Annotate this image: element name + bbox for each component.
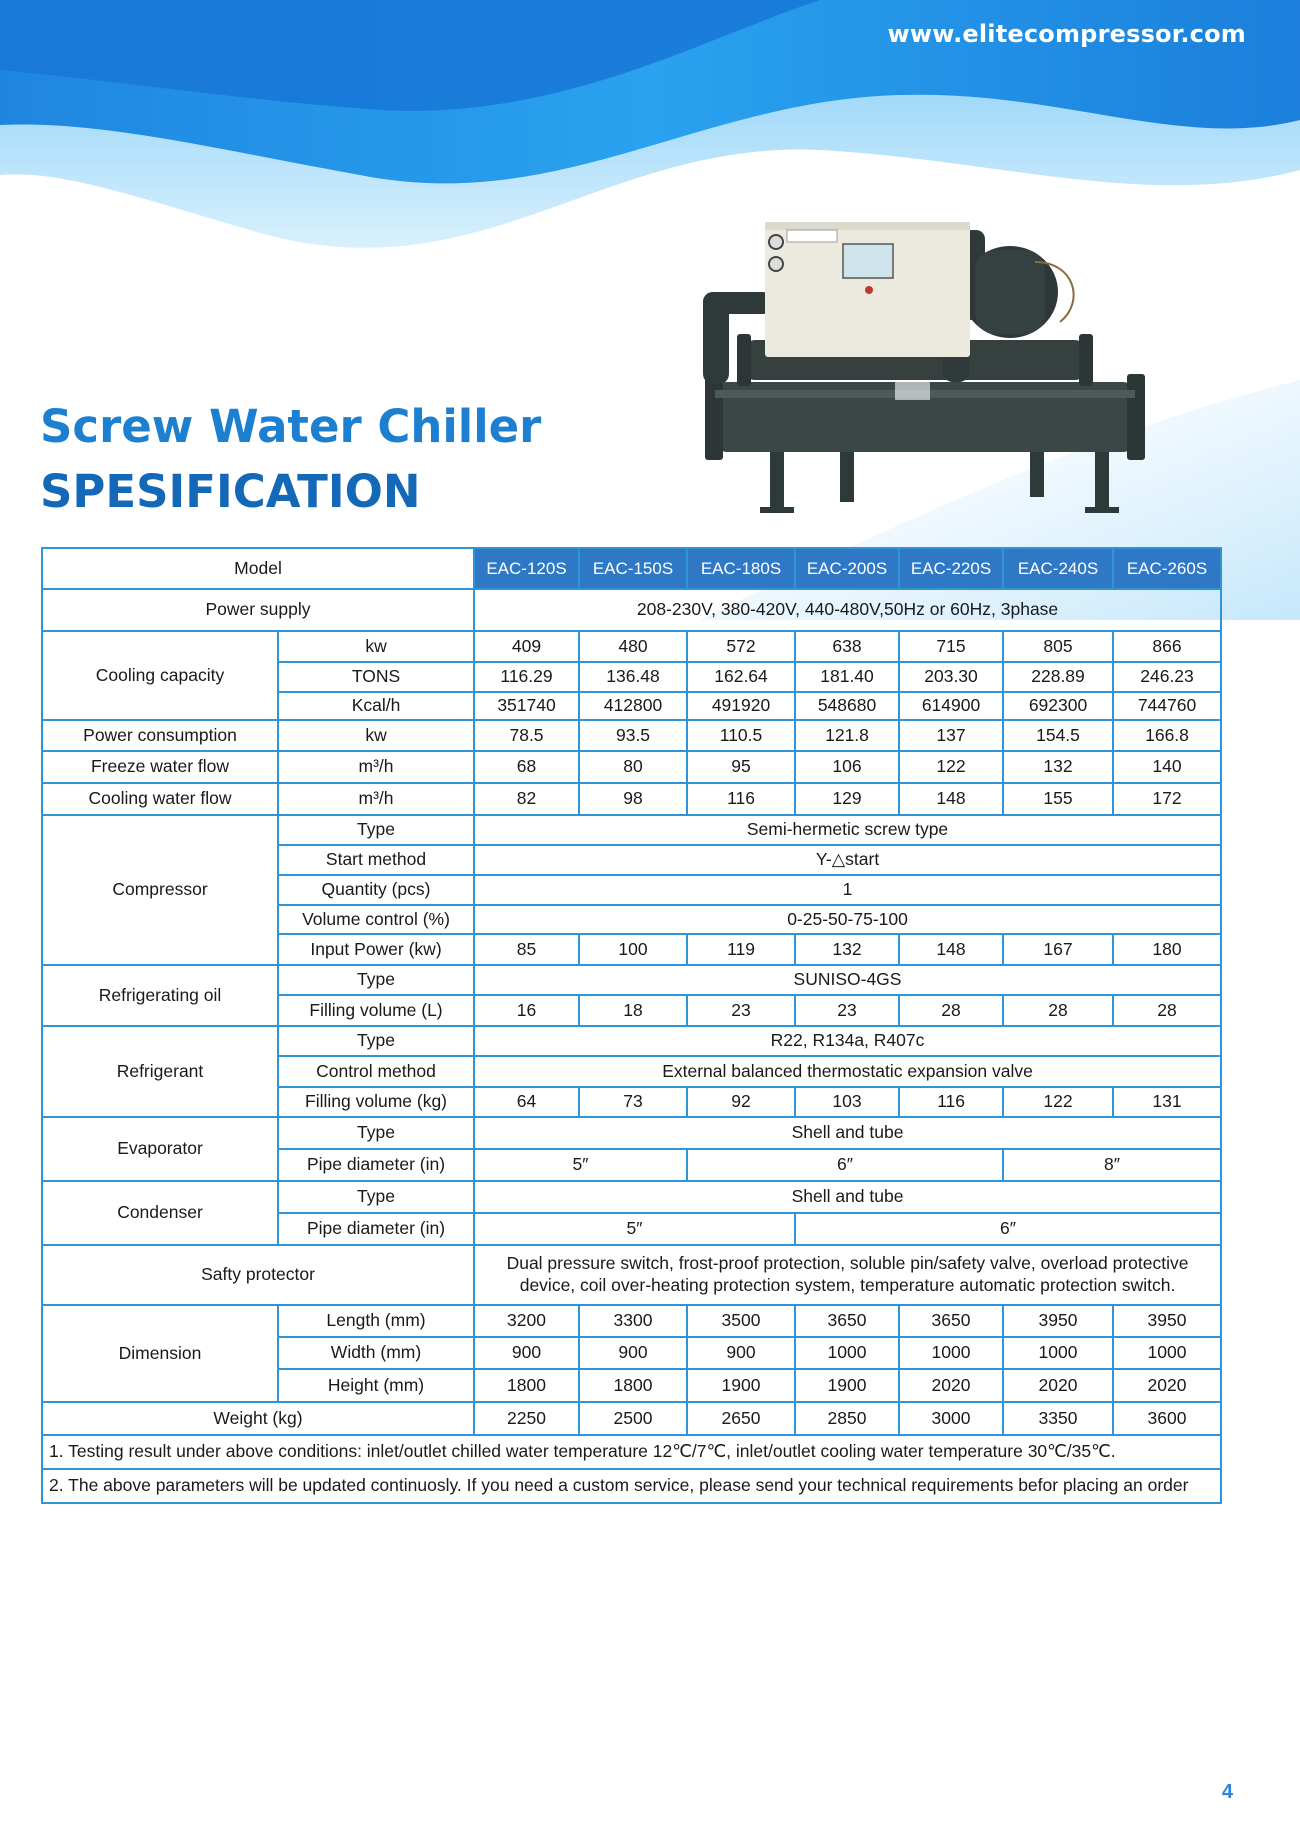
cell-value: 18 <box>579 995 687 1026</box>
cell-value: 548680 <box>795 692 899 720</box>
cell-value: 121.8 <box>795 720 899 751</box>
sub-label: Width (mm) <box>278 1337 474 1369</box>
page-title: Screw Water Chiller <box>40 400 542 453</box>
footnote: 2. The above parameters will be updated continuosly. If you need a custom service, please send your technical requirements befor placing an order <box>42 1469 1221 1503</box>
table-row <box>42 1305 1221 1337</box>
group-label: Evaporator <box>42 1117 278 1181</box>
cell-value: 1800 <box>474 1369 579 1402</box>
sub-label: Length (mm) <box>278 1305 474 1337</box>
unit-label: Kcal/h <box>278 692 474 720</box>
cell-value: 122 <box>1003 1087 1113 1117</box>
row-label: Cooling water flow <box>42 783 278 815</box>
cell-value: 103 <box>795 1087 899 1117</box>
group-label: Compressor <box>42 815 278 965</box>
cell-value: 900 <box>579 1337 687 1369</box>
sub-label: Start method <box>278 845 474 875</box>
model-name: EAC-220S <box>899 548 1003 589</box>
cell-value: 203.30 <box>899 662 1003 692</box>
cell-value: 744760 <box>1113 692 1221 720</box>
cell-value: 1800 <box>579 1369 687 1402</box>
sub-label: Filling volume (kg) <box>278 1087 474 1117</box>
table-row <box>42 589 1221 631</box>
cell-value: 491920 <box>687 692 795 720</box>
safety-line: Dual pressure switch, frost-proof protection, soluble pin/safety valve, overload protective <box>506 1253 1189 1274</box>
group-label: Refrigerant <box>42 1026 278 1117</box>
cell-value: 132 <box>1003 751 1113 783</box>
cell-value: 692300 <box>1003 692 1113 720</box>
cell-value: 95 <box>687 751 795 783</box>
cell-value: 228.89 <box>1003 662 1113 692</box>
cell-value: 122 <box>899 751 1003 783</box>
sub-label: Type <box>278 1181 474 1213</box>
group-label: Condenser <box>42 1181 278 1245</box>
footnote: 1. Testing result under above conditions: inlet/outlet chilled water temperature 12℃/7℃, inlet/outlet cooling water temperature 30℃/35℃. <box>42 1435 1221 1469</box>
sub-label: Quantity (pcs) <box>278 875 474 905</box>
cell-value: External balanced thermostatic expansion valve <box>474 1056 1221 1087</box>
cell-value: 23 <box>687 995 795 1026</box>
cell-value: 805 <box>1003 631 1113 662</box>
cell-value: 638 <box>795 631 899 662</box>
cell-value: 98 <box>579 783 687 815</box>
cell-value: 715 <box>899 631 1003 662</box>
cell-value: 93.5 <box>579 720 687 751</box>
table-note-row <box>42 1435 1221 1469</box>
cell-value: 480 <box>579 631 687 662</box>
unit-label: TONS <box>278 662 474 692</box>
model-name: EAC-150S <box>579 548 687 589</box>
sub-label: Type <box>278 965 474 995</box>
cell-value: 3600 <box>1113 1402 1221 1435</box>
cell-value: 409 <box>474 631 579 662</box>
cell-value: 1900 <box>795 1369 899 1402</box>
cell-value: 28 <box>1003 995 1113 1026</box>
cell-value: 154.5 <box>1003 720 1113 751</box>
cell-value: 3950 <box>1003 1305 1113 1337</box>
cell-value: 8″ <box>1003 1149 1221 1181</box>
specification-table <box>41 547 1222 1504</box>
cell-value: 119 <box>687 934 795 965</box>
sub-label: Control method <box>278 1056 474 1087</box>
row-label: Power supply <box>42 589 474 631</box>
cell-value: 116 <box>899 1087 1003 1117</box>
cell-value: 5″ <box>474 1213 795 1245</box>
cell-value: 3000 <box>899 1402 1003 1435</box>
website-url: www.elitecompressor.com <box>887 20 1246 48</box>
cell-value: 148 <box>899 783 1003 815</box>
cell-value: 1900 <box>687 1369 795 1402</box>
cell-value: 181.40 <box>795 662 899 692</box>
group-label: Cooling capacity <box>42 631 278 720</box>
cell-value: SUNISO-4GS <box>474 965 1221 995</box>
sub-label: Filling volume (L) <box>278 995 474 1026</box>
cell-value: 23 <box>795 995 899 1026</box>
cell-value: Y-△start <box>474 845 1221 875</box>
cell-value: 208-230V, 380-420V, 440-480V,50Hz or 60Hz, 3phase <box>474 589 1221 631</box>
page-number: 4 <box>1221 1781 1233 1803</box>
sub-label: Type <box>278 815 474 845</box>
unit-label: kw <box>278 631 474 662</box>
cell-value: 68 <box>474 751 579 783</box>
chiller-product-image <box>675 222 1175 522</box>
row-label: Freeze water flow <box>42 751 278 783</box>
cell-value: 1000 <box>899 1337 1003 1369</box>
model-name: EAC-180S <box>687 548 795 589</box>
model-name: EAC-260S <box>1113 548 1221 589</box>
cell-value: 3350 <box>1003 1402 1113 1435</box>
cell-value: 116 <box>687 783 795 815</box>
cell-value: 131 <box>1113 1087 1221 1117</box>
cell-value: 351740 <box>474 692 579 720</box>
cell-value: 866 <box>1113 631 1221 662</box>
cell-value: 80 <box>579 751 687 783</box>
cell-value: 137 <box>899 720 1003 751</box>
cell-value: 73 <box>579 1087 687 1117</box>
sub-label: Height (mm) <box>278 1369 474 1402</box>
cell-value: 614900 <box>899 692 1003 720</box>
table-row <box>42 1026 1221 1056</box>
cell-value: 140 <box>1113 751 1221 783</box>
cell-value: 100 <box>579 934 687 965</box>
model-name: EAC-200S <box>795 548 899 589</box>
cell-value: Shell and tube <box>474 1117 1221 1149</box>
safety-line: device, coil over-heating protection system, temperature automatic protection switch. <box>519 1275 1176 1295</box>
cell-value: 1000 <box>1113 1337 1221 1369</box>
model-name: EAC-240S <box>1003 548 1113 589</box>
cell-value: 6″ <box>687 1149 1003 1181</box>
cell-value: 3200 <box>474 1305 579 1337</box>
cell-value: 2020 <box>1003 1369 1113 1402</box>
sub-label: Pipe diameter (in) <box>278 1149 474 1181</box>
sub-label: Volume control (%) <box>278 905 474 934</box>
cell-value: 92 <box>687 1087 795 1117</box>
cell-value: 2500 <box>579 1402 687 1435</box>
table-row <box>42 751 1221 783</box>
cell-value: 162.64 <box>687 662 795 692</box>
cell-value: Semi-hermetic screw type <box>474 815 1221 845</box>
model-label: Model <box>42 548 474 589</box>
cell-value: 2250 <box>474 1402 579 1435</box>
table-row <box>42 965 1221 995</box>
cell-value: 148 <box>899 934 1003 965</box>
cell-value: 6″ <box>795 1213 1221 1245</box>
page-subtitle: SPESIFICATION <box>40 465 421 518</box>
cell-value: 28 <box>899 995 1003 1026</box>
sub-label: Pipe diameter (in) <box>278 1213 474 1245</box>
cell-value: 167 <box>1003 934 1113 965</box>
table-row <box>42 1245 1221 1305</box>
cell-value: 900 <box>687 1337 795 1369</box>
cell-value: 172 <box>1113 783 1221 815</box>
cell-value: 2020 <box>899 1369 1003 1402</box>
table-header-row <box>42 548 1221 589</box>
cell-value: 5″ <box>474 1149 687 1181</box>
table-row <box>42 1181 1221 1213</box>
cell-value: 1 <box>474 875 1221 905</box>
sub-label: Type <box>278 1117 474 1149</box>
cell-value: 412800 <box>579 692 687 720</box>
table-row <box>42 783 1221 815</box>
cell-value: 136.48 <box>579 662 687 692</box>
cell-value: 2650 <box>687 1402 795 1435</box>
safety-value <box>474 1245 1221 1305</box>
unit-label: m³/h <box>278 751 474 783</box>
group-label: Dimension <box>42 1305 278 1402</box>
cell-value: 2850 <box>795 1402 899 1435</box>
cell-value: 572 <box>687 631 795 662</box>
cell-value: 900 <box>474 1337 579 1369</box>
cell-value: 1000 <box>1003 1337 1113 1369</box>
row-label: Power consumption <box>42 720 278 751</box>
sub-label: Input Power (kw) <box>278 934 474 965</box>
table-row <box>42 631 1221 662</box>
model-name: EAC-120S <box>474 548 579 589</box>
cell-value: 132 <box>795 934 899 965</box>
cell-value: 82 <box>474 783 579 815</box>
cell-value: 3300 <box>579 1305 687 1337</box>
cell-value: 3650 <box>899 1305 1003 1337</box>
sub-label: Type <box>278 1026 474 1056</box>
cell-value: 1000 <box>795 1337 899 1369</box>
cell-value: 3500 <box>687 1305 795 1337</box>
table-row <box>42 815 1221 845</box>
cell-value: 3650 <box>795 1305 899 1337</box>
table-note-row <box>42 1469 1221 1503</box>
cell-value: 110.5 <box>687 720 795 751</box>
cell-value: R22, R134a, R407c <box>474 1026 1221 1056</box>
cell-value: 106 <box>795 751 899 783</box>
cell-value: 129 <box>795 783 899 815</box>
cell-value: 180 <box>1113 934 1221 965</box>
cell-value: 2020 <box>1113 1369 1221 1402</box>
cell-value: 246.23 <box>1113 662 1221 692</box>
table-row <box>42 720 1221 751</box>
row-label: Safty protector <box>42 1245 474 1305</box>
cell-value: 155 <box>1003 783 1113 815</box>
unit-label: m³/h <box>278 783 474 815</box>
cell-value: 78.5 <box>474 720 579 751</box>
group-label: Refrigerating oil <box>42 965 278 1026</box>
table-row <box>42 1402 1221 1435</box>
cell-value: 3950 <box>1113 1305 1221 1337</box>
row-label: Weight (kg) <box>42 1402 474 1435</box>
cell-value: 0-25-50-75-100 <box>474 905 1221 934</box>
cell-value: 116.29 <box>474 662 579 692</box>
cell-value: 28 <box>1113 995 1221 1026</box>
table-row <box>42 1117 1221 1149</box>
cell-value: Shell and tube <box>474 1181 1221 1213</box>
cell-value: 85 <box>474 934 579 965</box>
cell-value: 16 <box>474 995 579 1026</box>
cell-value: 166.8 <box>1113 720 1221 751</box>
cell-value: 64 <box>474 1087 579 1117</box>
unit-label: kw <box>278 720 474 751</box>
